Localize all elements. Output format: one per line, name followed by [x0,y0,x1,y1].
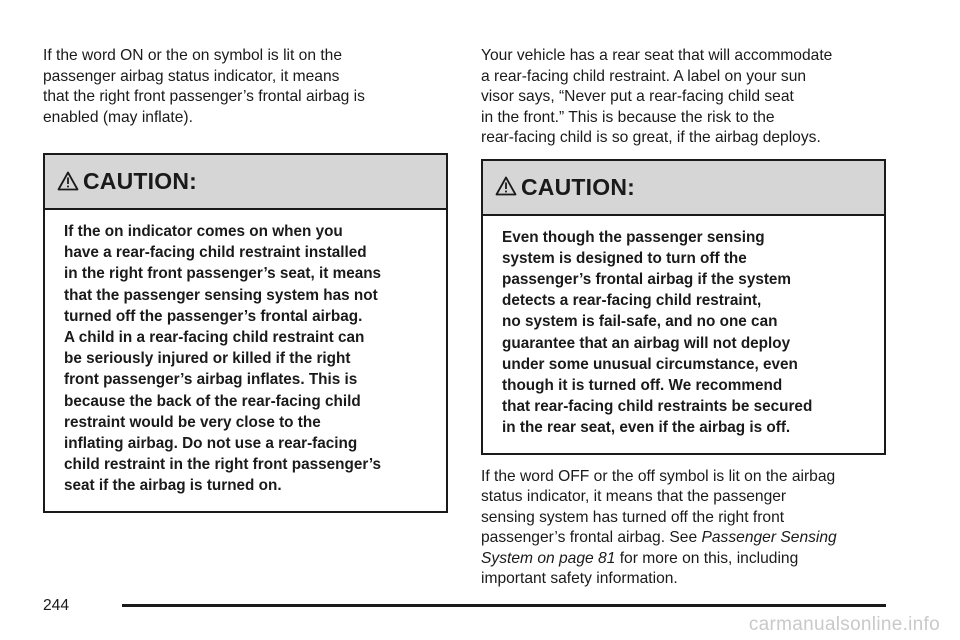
warning-triangle-icon [495,178,521,196]
warning-triangle-icon [57,173,83,191]
outro-text-end: for more on this, including important safety information. [481,549,799,588]
caution-header [45,155,446,210]
watermark: carmanualsonline.info [748,614,940,635]
caution-box-right [481,159,886,455]
caution-title: CAUTION: [83,168,198,194]
left-intro-paragraph: If the word ON or the on symbol is lit on the passenger airbag status indicator, it means that the right front passenger’s frontal airbag is enabled (may inflate). [43,47,365,126]
left-column [43,46,448,513]
caution-header [483,161,884,216]
caution-body-text: Even though the passenger sensing system is designed to turn off the passenger’s frontal airbag if the system detects a rear-facing child restraint, no system is fail-safe, and no one can guarantee that an airbag will not deploy under some unusual circumstance, even though it is turned off. We recommend that rear-facing child restraints be secured in the rear seat, even if the airbag is off. [502,228,813,437]
right-column [481,46,886,590]
caution-box-left [43,153,448,513]
caution-title: CAUTION: [521,173,636,200]
caution-body-text: If the on indicator comes on when you have a rear-facing child restraint installed in the right front passenger’s seat, it means that the passenger sensing system has not turned off the passenger’s frontal airbag. A child in a rear-facing child restraint can be seriously injured or killed if the right front passenger’s airbag inflates. This is because the back of the rear-facing child restraint would be very close to the inflating airbag. Do not use a rear-facing child restraint in the right front passenger’s seat if the airbag is turned on. [64,223,382,495]
right-intro-paragraph: Your vehicle has a rear seat that will accommodate a rear-facing child restraint. A label on your sun visor says, “Never put a rear-facing child seat in the front.” This is because the risk to the rear-facing child is so great, if the airbag deploys. [481,47,833,146]
cross-reference-link[interactable]: Passenger Sensing System on page 81 [481,529,837,567]
footer-rule [122,604,886,607]
right-outro-paragraph [481,467,886,590]
page-number: 244 [43,597,70,614]
outro-text-start: If the word OFF or the off symbol is lit on the airbag status indicator, it means that the passenger sensing system has turned off the right front passenger’s frontal airbag. See [481,467,836,547]
